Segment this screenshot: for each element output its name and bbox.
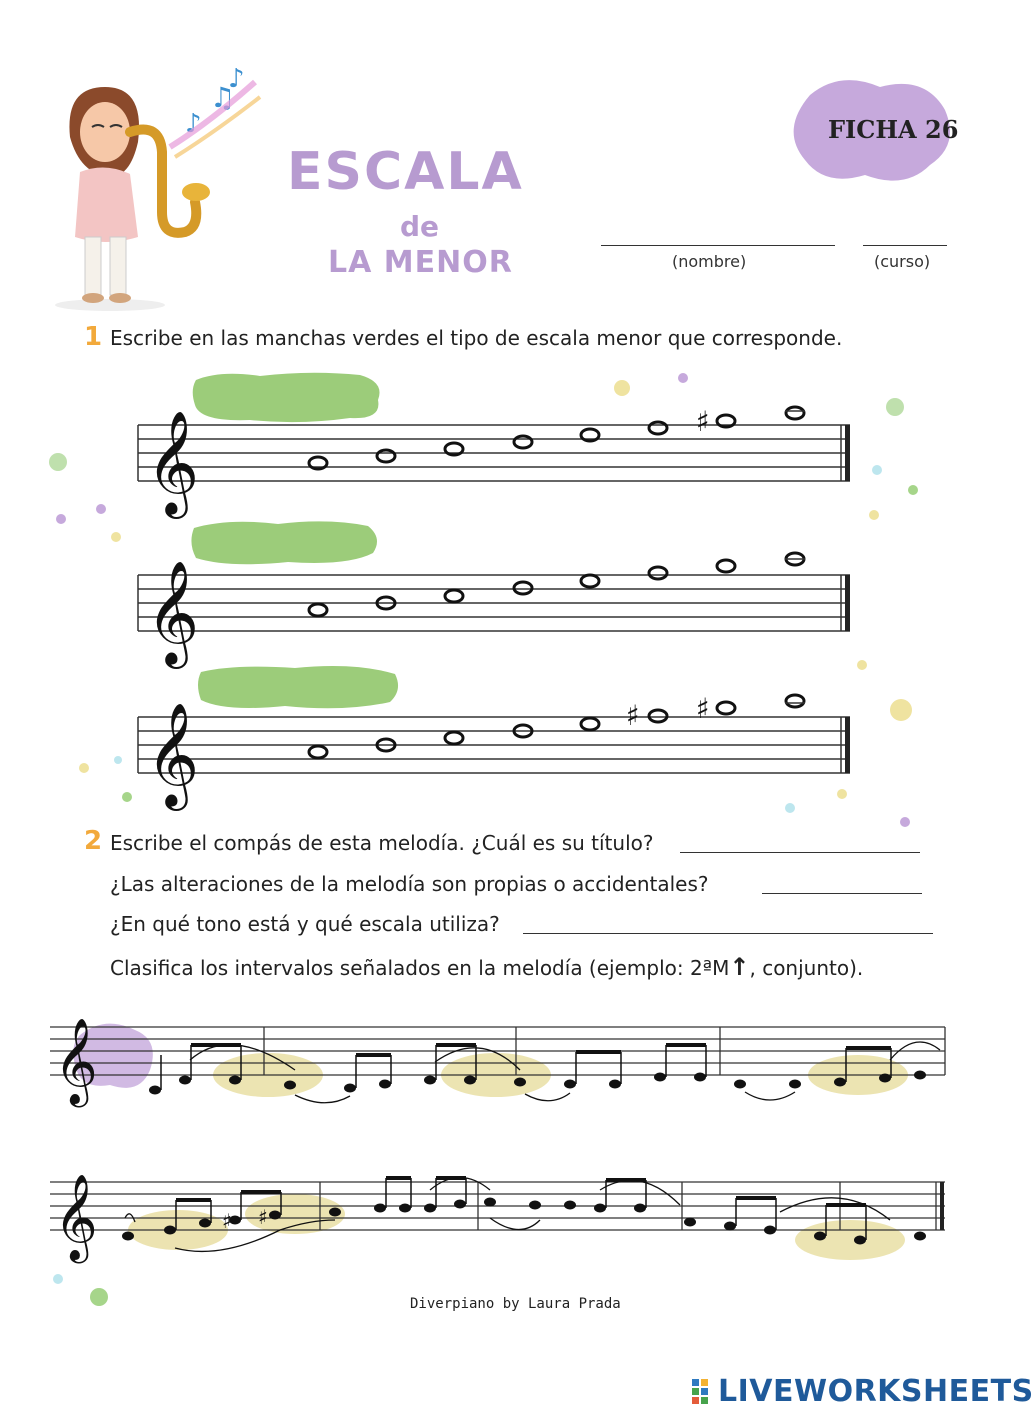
- note: [724, 1222, 736, 1231]
- exercise-2-question-4: [110, 953, 863, 981]
- staff-1: [138, 395, 858, 520]
- note: [454, 1200, 466, 1209]
- name-caption: (nombre): [672, 252, 747, 271]
- brand-name: LIVEWORKSHEETS: [718, 1374, 1034, 1409]
- course-caption: (curso): [874, 252, 931, 271]
- key-answer-line[interactable]: [523, 933, 933, 934]
- note: [514, 582, 532, 594]
- course-answer-line[interactable]: [863, 245, 947, 246]
- note: [854, 1236, 866, 1245]
- note: [609, 1080, 621, 1089]
- alterations-answer-line[interactable]: [762, 893, 922, 894]
- note: [379, 1080, 391, 1089]
- treble-clef-icon: 𝄞: [54, 1174, 98, 1260]
- staff-3: [138, 680, 858, 805]
- sharp-icon: ♯: [696, 405, 710, 438]
- scale-notes: [309, 695, 804, 758]
- treble-clef-icon: 𝄞: [54, 1018, 98, 1104]
- note: [514, 1078, 526, 1087]
- note: [764, 1226, 776, 1235]
- note: [564, 1201, 576, 1210]
- note: [445, 590, 463, 602]
- note: [464, 1076, 476, 1085]
- note: [717, 702, 735, 714]
- note: [594, 1204, 606, 1213]
- sharp-icon: ♯: [258, 1205, 268, 1229]
- svg-text:♪: ♪: [185, 109, 202, 139]
- note: [529, 1201, 541, 1210]
- note: [694, 1073, 706, 1082]
- note: [834, 1078, 846, 1087]
- note: [654, 1073, 666, 1082]
- scale-notes: [309, 407, 804, 469]
- note: [564, 1080, 576, 1089]
- note: [284, 1081, 296, 1090]
- exercise-2-number: 2: [84, 826, 103, 856]
- sharp-icon: ♯: [222, 1209, 232, 1233]
- liveworksheets-logo-icon: [692, 1379, 716, 1405]
- note: [229, 1076, 241, 1085]
- melody-staff-1: [50, 1000, 950, 1120]
- note: [329, 1208, 341, 1217]
- note: [649, 422, 667, 434]
- note: [786, 695, 804, 707]
- note: [149, 1086, 161, 1095]
- note: [789, 1080, 801, 1089]
- note: [634, 1204, 646, 1213]
- question-4-text: Clasifica los intervalos señalados en la melodía (ejemplo: 2ªM: [110, 956, 730, 980]
- note: [424, 1204, 436, 1213]
- note: [734, 1080, 746, 1089]
- note: [309, 746, 327, 758]
- scale-notes: [309, 553, 804, 616]
- note: [786, 407, 804, 419]
- treble-clef-icon: 𝄞: [146, 702, 200, 807]
- interval-highlight: [795, 1220, 905, 1260]
- title-connector: de: [400, 210, 440, 243]
- note: [581, 718, 599, 730]
- note: [344, 1084, 356, 1093]
- page-title: ESCALA: [287, 142, 524, 202]
- note: [649, 710, 667, 722]
- treble-clef-icon: 𝄞: [146, 560, 200, 665]
- note: [717, 560, 735, 572]
- note: [179, 1076, 191, 1085]
- svg-text:♫: ♫: [210, 81, 236, 114]
- sharp-icon: ♯: [626, 699, 640, 732]
- note: [514, 436, 532, 448]
- note: [122, 1232, 134, 1241]
- question-4-end: , conjunto).: [749, 956, 864, 980]
- note: [199, 1219, 211, 1228]
- treble-clef-icon: 𝄞: [146, 410, 200, 515]
- up-arrow-icon: ↑: [729, 953, 750, 981]
- name-answer-line[interactable]: [601, 245, 835, 246]
- page-subtitle: LA MENOR: [328, 245, 513, 280]
- exercise-1-instruction: Escribe en las manchas verdes el tipo de escala menor que corresponde.: [110, 326, 843, 350]
- note: [269, 1211, 281, 1220]
- exercise-2-question-2: ¿Las alteraciones de la melodía son propias o accidentales?: [110, 872, 709, 896]
- note: [445, 732, 463, 744]
- note: [309, 604, 327, 616]
- note: [914, 1071, 926, 1080]
- sheet-label: FICHA 26: [828, 115, 959, 144]
- note: [814, 1232, 826, 1241]
- note: [374, 1204, 386, 1213]
- note: [399, 1204, 411, 1213]
- note: [879, 1074, 891, 1083]
- note: [424, 1076, 436, 1085]
- note: [377, 450, 395, 462]
- note: [484, 1198, 496, 1207]
- note: [649, 567, 667, 579]
- note: [164, 1226, 176, 1235]
- staff-2: [138, 540, 858, 665]
- note: [581, 575, 599, 587]
- liveworksheets-logo: [692, 1374, 1034, 1409]
- svg-text:♪: ♪: [228, 64, 245, 94]
- credit-text: Diverpiano by Laura Prada: [410, 1296, 621, 1312]
- melody-staff-2: [50, 1160, 950, 1280]
- saxophone-player-illustration: [50, 62, 270, 312]
- note: [914, 1232, 926, 1241]
- sharp-icon: ♯: [696, 692, 710, 725]
- exercise-1-number: 1: [84, 322, 103, 352]
- note: [684, 1218, 696, 1227]
- title-answer-line[interactable]: [680, 852, 920, 853]
- exercise-2-question-1: Escribe el compás de esta melodía. ¿Cuál es su título?: [110, 831, 654, 855]
- exercise-2-question-3: ¿En qué tono está y qué escala utiliza?: [110, 912, 500, 936]
